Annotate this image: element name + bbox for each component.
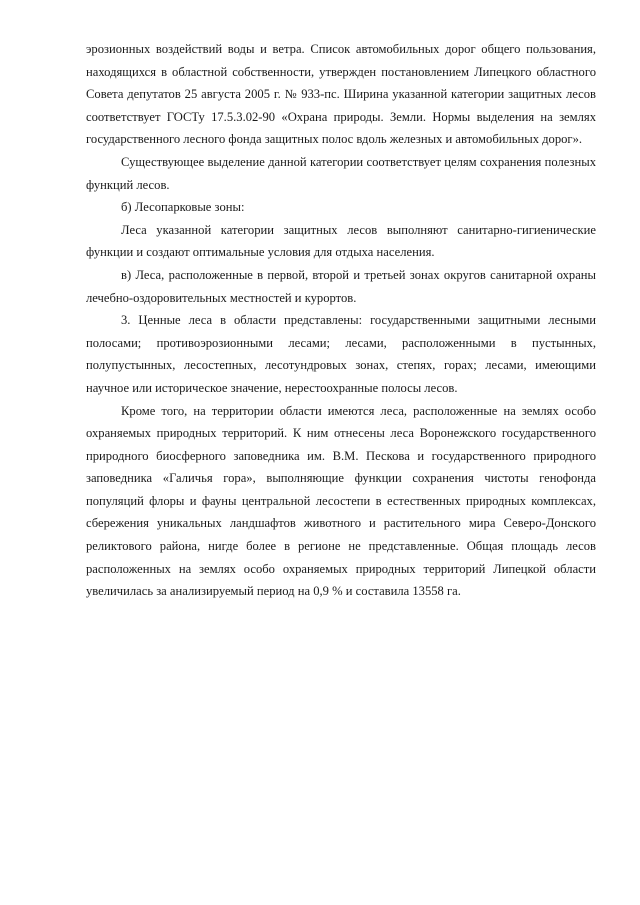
document-body — [86, 38, 596, 603]
paragraph: Существующее выделение данной категории соответствует целям сохранения полезных функций лесов. — [86, 154, 596, 192]
paragraph-subheading: б) Лесопарковые зоны: — [121, 200, 245, 215]
paragraph: 3. Ценные леса в области представлены: государственными защитными лесными полосами; противоэрозионными лесами; лесами, расположенными в пустынных, полупустынных, лесостепных, лесотундровых зонах, степях, горах; лесами, имеющими научное или историческое значение, нерестоохранные полосы лесов. — [86, 313, 596, 395]
paragraph: Кроме того, на территории области имеются леса, расположенные на землях особо охраняемых природных территорий. К ним отнесены леса Воронежского государственного природного биосферного заповедника им. В.М. Пескова и государственного природного заповедника «Галичья гора», выполняющие функции сохранения чистоты генофонда популяций флоры и фауны центральной лесостепи в естественных природных комплексах, сбережения уникальных ландшафтов животного и растительного мира Северо-Донского реликтового района, нигде более в регионе не представленные. Общая площадь лесов расположенных на землях особо охраняемых природных территорий Липецкой области увеличилась за анализируемый период на 0,9 % и составила 13558 га. — [86, 403, 596, 599]
paragraph: Леса указанной категории защитных лесов выполняют санитарно-гигиенические функции и создают оптимальные условия для отдыха населения. — [86, 222, 596, 260]
paragraph: в) Леса, расположенные в первой, второй и третьей зонах округов санитарной охраны лечебно-оздоровительных местностей и курортов. — [86, 267, 596, 305]
paragraph-continuation: эрозионных воздействий воды и ветра. Список автомобильных дорог общего пользования, находящихся в областной собственности, утвержден постановлением Липецкого областного Совета депутатов 25 августа 2005 г. № 933-пс. Ширина указанной категории защитных лесов соответствует ГОСТу 17.5.3.02-90 «Охрана природы. Земли. Нормы выделения на землях государственного лесного фонда защитных полос вдоль железных и автомобильных дорог». — [86, 42, 596, 147]
